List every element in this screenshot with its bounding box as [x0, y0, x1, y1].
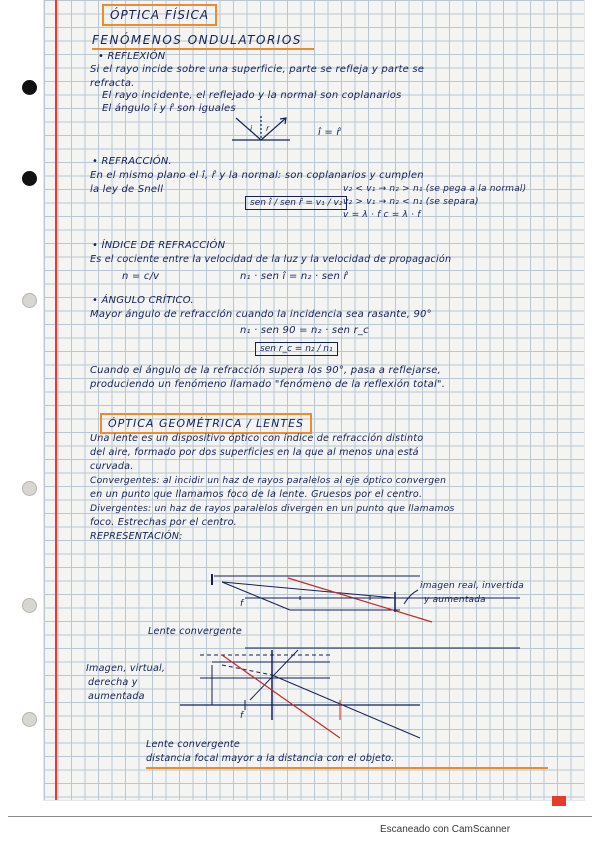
text-line: En el mismo plano el î, r̂ y la normal: son coplanarios y cumplen — [90, 170, 424, 181]
image-note: y aumentada — [424, 595, 486, 605]
text-line: Convergentes: al incidir un haz de rayos paralelos al eje óptico convergen — [90, 475, 447, 486]
equation: n = c/v — [122, 271, 160, 282]
image-note: Imagen, virtual, — [86, 663, 166, 674]
section-title: ÓPTICA GEOMÉTRICA / LENTES — [100, 413, 312, 434]
text-line: curvada. — [90, 461, 134, 472]
text-line: Si el rayo incide sobre una superficie, parte se refleja y parte se — [90, 64, 425, 75]
diagram-caption: distancia focal mayor a la distancia con el objeto. — [146, 753, 395, 764]
text-line: en un punto que llamamos foco de la lente. Gruesos por el centro. — [90, 489, 423, 500]
text-line: produciendo un fenómeno llamado "fenómeno de la reflexión total". — [90, 379, 446, 390]
text-line: del aire, formado por dos superficies en la que al menos una está — [90, 447, 419, 458]
text-line: El rayo incidente, el reflejado y la normal son coplanarios — [102, 90, 402, 101]
diagram-caption: Lente convergente — [148, 626, 242, 637]
critico-heading: • ÁNGULO CRÍTICO. — [92, 295, 194, 306]
page-title: ÓPTICA FÍSICA — [102, 4, 217, 26]
equation: î = r̂ — [318, 127, 341, 138]
condition-line: v₂ > v₁ → n₂ < n₁ (se separa) — [343, 197, 479, 207]
text-line: Mayor ángulo de refracción cuando la incidencia sea rasante, 90° — [90, 309, 432, 320]
text-line: Una lente es un dispositivo óptico con índice de refracción distinto — [90, 433, 424, 444]
text-line: refracta. — [90, 78, 135, 89]
refraccion-heading: • REFRACCIÓN. — [92, 156, 172, 167]
section-heading: FENÓMENOS ONDULATORIOS — [92, 33, 302, 47]
image-note: aumentada — [88, 691, 145, 702]
condition-line: v₂ < v₁ → n₂ > n₁ (se pega a la normal) — [343, 184, 527, 194]
text-line: Es el cociente entre la velocidad de la luz y la velocidad de propagación — [90, 254, 452, 265]
focus-label: f — [240, 599, 244, 609]
svg-text:i: i — [250, 124, 253, 133]
lens-diagram-2 — [180, 650, 420, 738]
text-line: El ángulo î y r̂ son iguales — [102, 103, 236, 114]
critico-box: sen r_c = n₂ / n₁ — [255, 342, 338, 356]
diagram-caption: Lente convergente — [146, 739, 240, 750]
text-line: la ley de Snell — [90, 184, 164, 195]
image-note: imagen real, invertida — [420, 581, 524, 591]
text-line: foco. Estrechas por el centro. — [90, 517, 237, 528]
red-corner-mark — [552, 796, 566, 806]
text-line: REPRESENTACIÓN: — [90, 531, 183, 542]
scan-edge — [8, 816, 592, 817]
image-note: derecha y — [88, 677, 138, 688]
svg-text:r: r — [266, 124, 270, 133]
text-line: Divergentes: un haz de rayos paralelos divergen en un punto que llamamos — [90, 503, 455, 514]
condition-line: v = λ · f c = λ · f — [343, 210, 421, 220]
scanner-watermark: Escaneado con CamScanner — [380, 824, 511, 835]
reflexion-heading: • REFLEXIÓN — [98, 51, 166, 62]
caption-underline — [146, 767, 548, 769]
focus-label: f — [240, 711, 244, 721]
text-line: Cuando el ángulo de la refracción supera los 90°, pasa a reflejarse, — [90, 365, 441, 376]
indice-heading: • ÍNDICE DE REFRACCIÓN — [92, 240, 226, 251]
reflection-sketch — [232, 116, 290, 140]
equation: n₁ · sen 90 = n₂ · sen r_c — [240, 325, 369, 336]
snell-box: sen î / sen r̂ = v₁ / v₂ — [245, 196, 347, 210]
equation: n₁ · sen î = n₂ · sen r̂ — [240, 271, 348, 282]
